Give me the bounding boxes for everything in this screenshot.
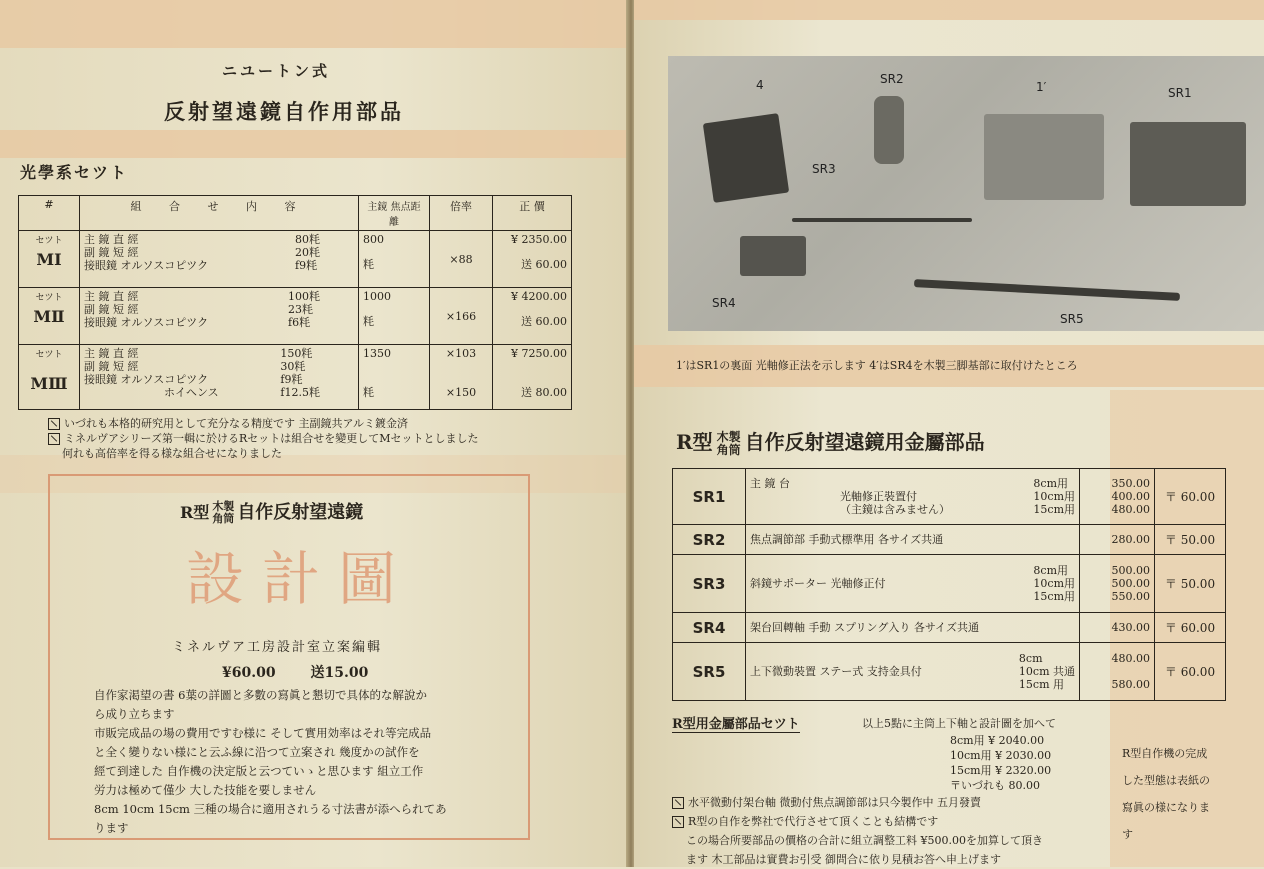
- part-size: 8cm: [1018, 652, 1043, 665]
- section-band: [0, 130, 628, 158]
- photo-label: SR1: [1168, 86, 1192, 100]
- text-line: 市販完成品の場の費用ですむ様に そして實用効率はそれ等完成品: [94, 726, 432, 740]
- set-price-line: 15cm用 ¥ 2320.00: [950, 764, 1052, 777]
- item: 接眼鏡 オルソスコピツク: [84, 259, 209, 272]
- checkbox-icon: [48, 433, 60, 445]
- set-price-line: 10cm用 ¥ 2030.00: [950, 749, 1052, 762]
- col-header-price: 正 價: [493, 196, 572, 231]
- table-row: [673, 525, 1226, 555]
- part-price: 480.00: [1111, 652, 1150, 665]
- item: 接眼鏡 オルソスコピツク: [84, 373, 209, 386]
- shipping: 送 80.00: [521, 386, 567, 399]
- magnification: ×150: [445, 386, 477, 399]
- part-shipping: 〒 60.00: [1155, 613, 1226, 643]
- shipping: 送 60.00: [521, 315, 567, 328]
- spec: 80粍: [295, 233, 320, 246]
- wood-label: [717, 431, 741, 457]
- photo-label: SR4: [712, 296, 736, 310]
- blueprint-editor: ミネルヴア工房設計室立案編輯: [172, 640, 383, 655]
- checkbox-icon: [672, 816, 684, 828]
- set-code: MⅡ: [33, 307, 65, 326]
- set-label: セツト: [35, 350, 63, 360]
- table-row: [673, 469, 1226, 525]
- part-size: 10cm 共通: [1018, 665, 1075, 678]
- part-shipping: 〒 60.00: [1155, 469, 1226, 525]
- section-title: 光學系セツト: [20, 163, 129, 182]
- sub-heading: ニユートン式: [222, 62, 331, 80]
- part-sr3-image: [792, 218, 972, 222]
- photo-label: SR5: [1060, 312, 1084, 326]
- spec: 100粍: [288, 290, 320, 303]
- blueprint-prices: [222, 662, 368, 682]
- parts-set-description: 以上5點に主筒上下軸と設計圖を加へて: [862, 717, 1056, 730]
- part-desc: 主 鏡 台: [750, 477, 790, 490]
- metal-parts-table: [672, 468, 1226, 701]
- side-note-line: 寫眞の様になりま: [1122, 801, 1210, 814]
- side-note-line: す: [1122, 828, 1133, 841]
- item: 主 鏡 直 經: [84, 233, 139, 246]
- table-row: [673, 643, 1226, 701]
- note-line: ます 木工部品は實費お引受 御問合に依り見積お答へ申上げます: [686, 853, 1001, 866]
- text-line: 自作家渇望の書 6葉の詳圖と多數の寫眞と懇切で具体的な解說か: [94, 688, 427, 702]
- photo-label: SR3: [812, 162, 836, 176]
- part-price: 430.00: [1111, 621, 1150, 634]
- photo-label: 1′: [1036, 80, 1047, 94]
- focal-length: 1000: [363, 290, 391, 303]
- part-size: 8cm用: [1033, 477, 1068, 490]
- note-line: ミネルヴアシリーズ第一輯に於けるRセットは組合せを變更してMセットとしました: [64, 432, 479, 445]
- text-line: 労力は極めて僅少 大した技能を要しません: [94, 783, 317, 797]
- table-row: [673, 555, 1226, 613]
- item: 副 鏡 短 經: [84, 303, 139, 316]
- table-row: [673, 613, 1226, 643]
- col-header-contents: 組 合 せ 内 容: [80, 196, 359, 231]
- photo-label: SR2: [880, 72, 904, 86]
- text-line: と全く變りない様にと云ふ線に沿つて立案され 幾度かの試作を: [94, 745, 420, 759]
- focal-unit: 粍: [363, 315, 374, 328]
- part-code: SR1: [673, 469, 746, 525]
- part-price: 280.00: [1111, 533, 1150, 546]
- top-band-right: [634, 0, 1264, 20]
- item: 主 鏡 直 經: [84, 347, 139, 360]
- table-row: [19, 231, 572, 288]
- part-sr5-image: [914, 279, 1180, 301]
- col-header-focal: 主鏡 焦点距離: [359, 196, 430, 231]
- part-code: SR2: [673, 525, 746, 555]
- text-line: 經て到達した 自作機の決定版と云つていゝと思ひます 組立工作: [94, 764, 424, 778]
- part-size: 15cm用: [1033, 503, 1075, 516]
- photo-label: 4: [756, 78, 764, 92]
- spec: 20粍: [295, 246, 320, 259]
- part-shipping: 〒 50.00: [1155, 555, 1226, 613]
- part-4-image: [703, 113, 789, 203]
- checkbox-icon: [672, 797, 684, 809]
- magnification: ×166: [445, 309, 477, 323]
- focal-length: 800: [363, 233, 384, 246]
- set-label: セツト: [35, 236, 63, 246]
- blueprint-title: [180, 498, 363, 525]
- col-header-mag: 倍率: [430, 196, 493, 231]
- side-note: [1122, 740, 1210, 848]
- part-sr4-image: [740, 236, 806, 276]
- notes: [48, 416, 479, 461]
- item: ホイヘンス: [164, 386, 219, 399]
- wood-label: [212, 501, 234, 525]
- focal-unit: 粍: [363, 258, 374, 271]
- spec: f9粍: [280, 373, 303, 386]
- item: 接眼鏡 オルソスコピツク: [84, 316, 209, 329]
- text-line: 8cm 10cm 15cm 三種の場合に適用されうる寸法書が添へられてあ: [94, 802, 447, 816]
- part-size: 15cm 用: [1018, 678, 1064, 691]
- set-price-line: 8cm用 ¥ 2040.00: [950, 734, 1045, 747]
- parts-set-prices: [950, 733, 1051, 793]
- price: ¥ 4200.00: [511, 290, 567, 303]
- part-desc: 斜鏡サポーター 光軸修正付: [750, 577, 886, 590]
- magnification: ×103: [445, 347, 477, 360]
- part-code: SR3: [673, 555, 746, 613]
- magnification: ×88: [449, 252, 473, 266]
- parts-photo: [668, 56, 1264, 331]
- r-parts-heading: [676, 426, 985, 457]
- shipping: 送 60.00: [521, 258, 567, 271]
- part-desc: 光軸修正裝置付: [840, 490, 917, 503]
- spec: 23粍: [288, 303, 313, 316]
- optical-set-table: [18, 195, 572, 410]
- part-shipping: 〒 60.00: [1155, 643, 1226, 701]
- part-price: 550.00: [1111, 590, 1150, 603]
- photo-caption: 1′はSR1の裏面 光軸修正法を示します 4′はSR4を木製三脚基部に取付けたところ: [676, 359, 1078, 372]
- price: ¥ 7250.00: [511, 347, 567, 360]
- table-header-row: [19, 196, 572, 231]
- part-size: 10cm用: [1033, 490, 1075, 503]
- top-band-left: [0, 0, 628, 48]
- note-line: R型の自作を弊社で代行させて頂くことも結構です: [688, 815, 939, 828]
- set-label: セツト: [35, 293, 63, 303]
- r-parts-heading-text: 自作反射望遠鏡用金屬部品: [744, 430, 985, 454]
- part-desc: 上下微動裝置 ステー式 支持金具付: [750, 665, 922, 678]
- focal-unit: 粍: [363, 386, 374, 399]
- part-size: 10cm用: [1033, 577, 1075, 590]
- blueprint-description: [94, 686, 447, 838]
- note-line: いづれも本格的研究用として充分なる精度です 主副鏡共アルミ鍍金済: [64, 417, 409, 430]
- wood-top: 木製: [716, 429, 741, 444]
- table-row: [19, 288, 572, 345]
- part-sr1-image: [1130, 122, 1246, 206]
- set-code: MⅠ: [36, 250, 62, 269]
- part-desc: 焦点調節部 手動式標準用 各サイズ共通: [750, 533, 944, 546]
- bottom-notes: [672, 793, 1043, 869]
- table-row: [19, 345, 572, 410]
- part-shipping: 〒 50.00: [1155, 525, 1226, 555]
- part-1-image: [984, 114, 1104, 200]
- main-heading: 反射望遠鏡自作用部品: [164, 99, 404, 124]
- set-code: MⅢ: [30, 374, 68, 393]
- part-price: 400.00: [1111, 490, 1150, 503]
- blueprint-price: ¥60.00: [222, 665, 276, 681]
- spec: 30粍: [280, 360, 306, 373]
- item: 副 鏡 短 經: [84, 360, 139, 373]
- part-price: 480.00: [1111, 503, 1150, 516]
- r-type-label: R型: [676, 430, 713, 454]
- blueprint-title-text: 自作反射望遠鏡: [237, 502, 364, 523]
- checkbox-icon: [48, 418, 60, 430]
- wood-bottom: 角筒: [716, 442, 741, 457]
- text-line: ら成り立ちます: [94, 707, 175, 721]
- part-size: 15cm用: [1033, 590, 1075, 603]
- note-line: この場合所要部品の價格の合計に組立調整工料 ¥500.00を加算して頂き: [686, 834, 1043, 847]
- set-price-line: 〒いづれも 80.00: [950, 779, 1040, 792]
- item: 副 鏡 短 經: [84, 246, 139, 259]
- part-price: 350.00: [1111, 477, 1150, 490]
- spec: f9粍: [295, 259, 318, 272]
- part-size: 8cm用: [1033, 564, 1068, 577]
- part-desc: （主鏡は含みません）: [840, 503, 950, 516]
- wood-bottom: 角筒: [212, 512, 235, 525]
- blueprint-big-title: 設計圖: [186, 545, 415, 613]
- focal-length: 1350: [363, 347, 391, 360]
- part-price: 500.00: [1111, 577, 1150, 590]
- part-code: SR4: [673, 613, 746, 643]
- col-header-number: #: [19, 196, 80, 231]
- item: 主 鏡 直 經: [84, 290, 139, 303]
- wood-top: 木製: [212, 500, 235, 513]
- spec: 150粍: [280, 347, 313, 360]
- spec: f6粍: [288, 316, 311, 329]
- part-desc: 架台回轉軸 手動 スプリング入り 各サイズ共通: [750, 621, 979, 634]
- parts-set-heading: R型用金屬部品セツト: [672, 713, 800, 733]
- blueprint-shipping: 送15.00: [310, 665, 369, 681]
- part-price: 500.00: [1111, 564, 1150, 577]
- part-price: 580.00: [1111, 678, 1150, 691]
- r-type-label: R型: [180, 503, 210, 522]
- side-note-line: R型自作機の完成: [1122, 747, 1208, 760]
- note-line: 何れも高倍率を得る様な組合せになりました: [62, 447, 282, 460]
- part-code: SR5: [673, 643, 746, 701]
- spec: f12.5粍: [280, 386, 320, 399]
- part-sr2-image: [874, 96, 904, 164]
- price: ¥ 2350.00: [511, 233, 567, 246]
- side-note-line: した型態は表紙の: [1122, 774, 1210, 787]
- note-line: 水平微動付架台軸 微動付焦点調節部は只今製作中 五月發賣: [688, 796, 981, 809]
- text-line: ります: [94, 821, 129, 835]
